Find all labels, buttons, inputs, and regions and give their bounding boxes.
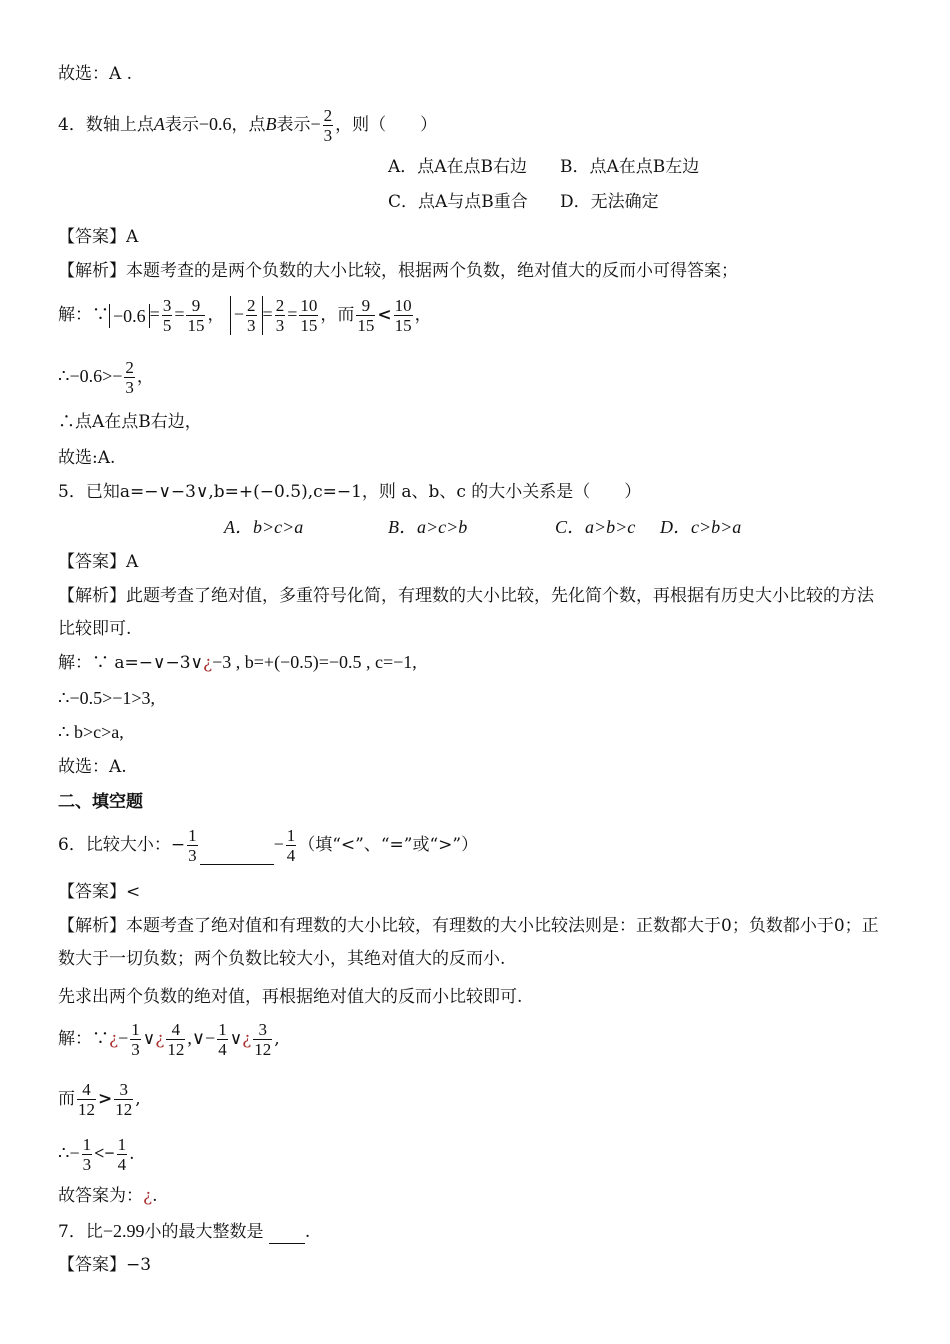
q7-stem <box>58 1219 310 1244</box>
q4-abs2-sign: − <box>233 304 245 324</box>
q4-option-c: C．点A与点B重合 <box>388 192 528 212</box>
q6-sol-b: − <box>118 1028 129 1048</box>
q4-therefore-1 <box>58 358 154 397</box>
q6-f2-den: 4 <box>286 846 296 865</box>
q6-analysis: 【解析】本题考查了绝对值和有理数的大小比较，有理数的大小比较法则是：正数都大于0；负数都小于0；正数大于一切负数；两个负数比较大小，其绝对值大的反而小. <box>58 916 879 969</box>
q4-end: ， <box>414 305 432 325</box>
q5-therefore-2: ∴ b>c>a, <box>58 722 124 742</box>
q4-analysis: 【解析】本题考查的是两个负数的大小比较，根据两个负数，绝对值大的反而小可得答案； <box>58 261 738 281</box>
q6-tf2-num: 1 <box>117 1135 127 1154</box>
q4-num: 4．数轴上点 <box>58 115 154 135</box>
q6-sf2-num: 4 <box>166 1020 185 1040</box>
q6-sol-a: 解：∵ <box>58 1029 109 1049</box>
q6-sf4-den: 12 <box>254 1040 272 1059</box>
q5-sol1a: 解：∵ a=−∨−3∨ <box>58 653 203 673</box>
q6-f1-den: 3 <box>188 846 197 865</box>
q4-f6-den: 15 <box>357 316 375 335</box>
q4-f2 <box>186 296 205 335</box>
q6-q3: ¿ <box>242 1029 252 1049</box>
q6-sol-e: ∨ <box>229 1029 243 1049</box>
q7-stem-c: . <box>304 1222 311 1242</box>
section-title: 二、填空题 <box>58 792 143 812</box>
q4-f4-num: 2 <box>275 296 285 315</box>
q4-th1e: ， <box>136 367 154 387</box>
q6-sf2-den: 12 <box>167 1040 185 1059</box>
q4-v1: −0.6 <box>198 114 232 134</box>
q5-option-d: D．c>b>a <box>660 517 742 537</box>
q5-option-a: A．b>c>a <box>224 517 304 537</box>
q7-answer: 【答案】−3 <box>58 1255 152 1275</box>
q4-f7 <box>394 296 413 335</box>
q4-th1-num: 2 <box>125 358 134 377</box>
q5-sol1c: −3 , b=+(−0.5)=−0.5 , c=−1, <box>212 652 417 672</box>
q4-frac <box>323 106 334 145</box>
q6-tlt: <− <box>94 1143 115 1163</box>
q6-sol-c: ∨ <box>142 1029 156 1049</box>
q5-option-b: B．a>c>b <box>388 517 468 537</box>
q4-abs1: −0.6 <box>109 304 150 328</box>
q6-tf1-num: 1 <box>82 1135 92 1154</box>
q4-f4 <box>275 296 286 335</box>
q4-f3-den: 3 <box>247 316 256 335</box>
q4-f4-den: 3 <box>275 316 285 335</box>
q6-method: 先求出两个负数的绝对值，再根据绝对值大的反而小比较即可. <box>58 987 523 1007</box>
q6-ef2-den: 12 <box>115 1100 133 1119</box>
q6-tf2-den: 4 <box>117 1155 127 1174</box>
q4-stem <box>58 106 437 145</box>
q5-therefore-1: ∴−0.5>−1>3, <box>58 688 156 708</box>
q6-th-a: ∴− <box>58 1143 80 1163</box>
q7-blank[interactable] <box>269 1225 305 1244</box>
q4-f1-den: 5 <box>162 316 172 335</box>
q4-th1-den: 3 <box>125 378 134 397</box>
q6-answer: 【答案】< <box>58 882 141 902</box>
q6-neg2: − <box>273 834 284 854</box>
q6-sf4-num: 3 <box>253 1020 272 1040</box>
q6-ef1-den: 12 <box>78 1100 95 1119</box>
q6-sf3-num: 1 <box>218 1020 227 1039</box>
q4-f1-num: 3 <box>162 296 172 315</box>
q6-q2: ¿ <box>155 1029 165 1049</box>
q6-sf4 <box>253 1020 272 1059</box>
q6-therefore <box>58 1135 135 1174</box>
q4-frac-den: 3 <box>323 126 333 145</box>
q6-ee: , <box>135 1089 141 1109</box>
q6-tf1 <box>82 1135 93 1174</box>
q6-stem <box>58 826 478 865</box>
q4-th1-frac <box>124 358 135 397</box>
q4-er: ，而 <box>320 305 355 325</box>
q6-ef2 <box>114 1080 133 1119</box>
q4-f7-den: 15 <box>394 316 412 335</box>
q4-t1: 表示 <box>164 115 199 135</box>
q6-sol-d: ,∨− <box>187 1028 216 1048</box>
q5-choose: 故选：A. <box>58 757 127 777</box>
q4-t3: 表示 <box>276 115 311 135</box>
q6-q1: ¿ <box>109 1029 119 1049</box>
q7-stem-a: 7．比 <box>58 1222 103 1242</box>
q4-f1 <box>162 296 173 335</box>
q4-option-d: D．无法确定 <box>560 192 659 212</box>
q5-option-c: C．a>b>c <box>555 517 636 537</box>
q5-sol1b: ¿ <box>202 653 213 673</box>
q7-stem-b: 小的最大整数是 <box>144 1222 264 1242</box>
q6-final <box>58 1184 158 1208</box>
q4-comma: ， <box>207 305 225 325</box>
q4-lt: < <box>377 305 392 325</box>
q6-f2-num: 1 <box>286 826 296 845</box>
q6-ef2-num: 3 <box>114 1080 133 1100</box>
q4-eq1: = <box>149 304 160 324</box>
q5-analysis: 【解析】此题考查了绝对值，多重符号化简，有理数的大小比较，先化简个数，再根据有历史大小比较的方法比较即可. <box>58 586 874 639</box>
q6-sf1-num: 1 <box>131 1020 140 1039</box>
q4-point-b: B <box>265 114 277 134</box>
q6-final-a: 故答案为： <box>58 1186 143 1206</box>
q4-eq4: = <box>287 304 298 324</box>
q4-f6 <box>356 296 375 335</box>
q4-sol-prefix: 解：∵ <box>58 305 109 325</box>
q6-sf1 <box>130 1020 141 1059</box>
q4-frac-num: 2 <box>323 106 333 125</box>
q6-blank[interactable] <box>200 846 274 865</box>
q4-choose: 故选:A. <box>58 448 116 468</box>
q5-stem: 5．已知a=−∨−3∨,b=+(−0.5),c=−1，则 a、b、c 的大小关系是（ ） <box>58 482 642 502</box>
q4-therefore-2: ∴点A在点B右边， <box>58 412 202 432</box>
q4-f2-num: 9 <box>186 296 205 316</box>
q6-egt: > <box>98 1089 113 1109</box>
q4-f2-den: 15 <box>187 316 205 335</box>
q6-compare <box>58 1080 141 1119</box>
q4-option-a: A．点A在点B右边 <box>388 157 528 177</box>
q6-sf2 <box>166 1020 185 1059</box>
q6-tf1-den: 3 <box>82 1155 92 1174</box>
q7-value: −2.99 <box>102 1221 145 1241</box>
q6-ef1-num: 4 <box>77 1080 96 1100</box>
q4-neg: − <box>310 114 321 134</box>
q6-f1-num: 1 <box>188 826 197 845</box>
q6-final-c: . <box>152 1186 158 1206</box>
q6-te: . <box>129 1144 135 1164</box>
q4-eq3: = <box>262 304 273 324</box>
q4-eq2: = <box>174 304 185 324</box>
q6-f2 <box>286 826 297 865</box>
q4-f5-den: 15 <box>300 316 318 335</box>
q6-sf1-den: 3 <box>131 1040 140 1059</box>
q6-f1 <box>187 826 198 865</box>
q4-f7-num: 10 <box>394 296 412 315</box>
q4-solution-line <box>58 296 432 335</box>
q4-answer: 【答案】A <box>58 227 139 247</box>
q6-tf2 <box>117 1135 128 1174</box>
q6-sf3 <box>217 1020 228 1059</box>
q4-f6-num: 9 <box>356 296 375 316</box>
prev-conclusion: 故选：A . <box>58 64 133 84</box>
q4-point-a: A <box>153 114 165 134</box>
q4-abs2 <box>230 296 263 335</box>
q6-final-b: ¿ <box>143 1186 153 1206</box>
q6-tail: （填“<”、“=”或“>”） <box>298 835 479 855</box>
q4-f5-num: 10 <box>300 296 318 315</box>
q6-ef1 <box>77 1080 96 1119</box>
q4-t2: ，点 <box>231 115 266 135</box>
q6-num: 6．比较大小：− <box>58 835 186 855</box>
q4-t4: ，则（ ） <box>335 115 438 135</box>
q4-th1a: ∴−0.6>− <box>58 366 123 386</box>
q5-solution <box>58 650 417 675</box>
q6-sol-f: , <box>274 1029 280 1049</box>
q4-f5 <box>299 296 318 335</box>
q5-answer: 【答案】A <box>58 552 139 572</box>
q6-sf3-den: 4 <box>218 1040 227 1059</box>
q6-er: 而 <box>58 1089 75 1109</box>
q6-solution <box>58 1020 280 1059</box>
q4-f3 <box>246 296 257 335</box>
q4-f3-num: 2 <box>247 296 256 315</box>
q4-option-b: B．点A在点B左边 <box>560 157 700 177</box>
